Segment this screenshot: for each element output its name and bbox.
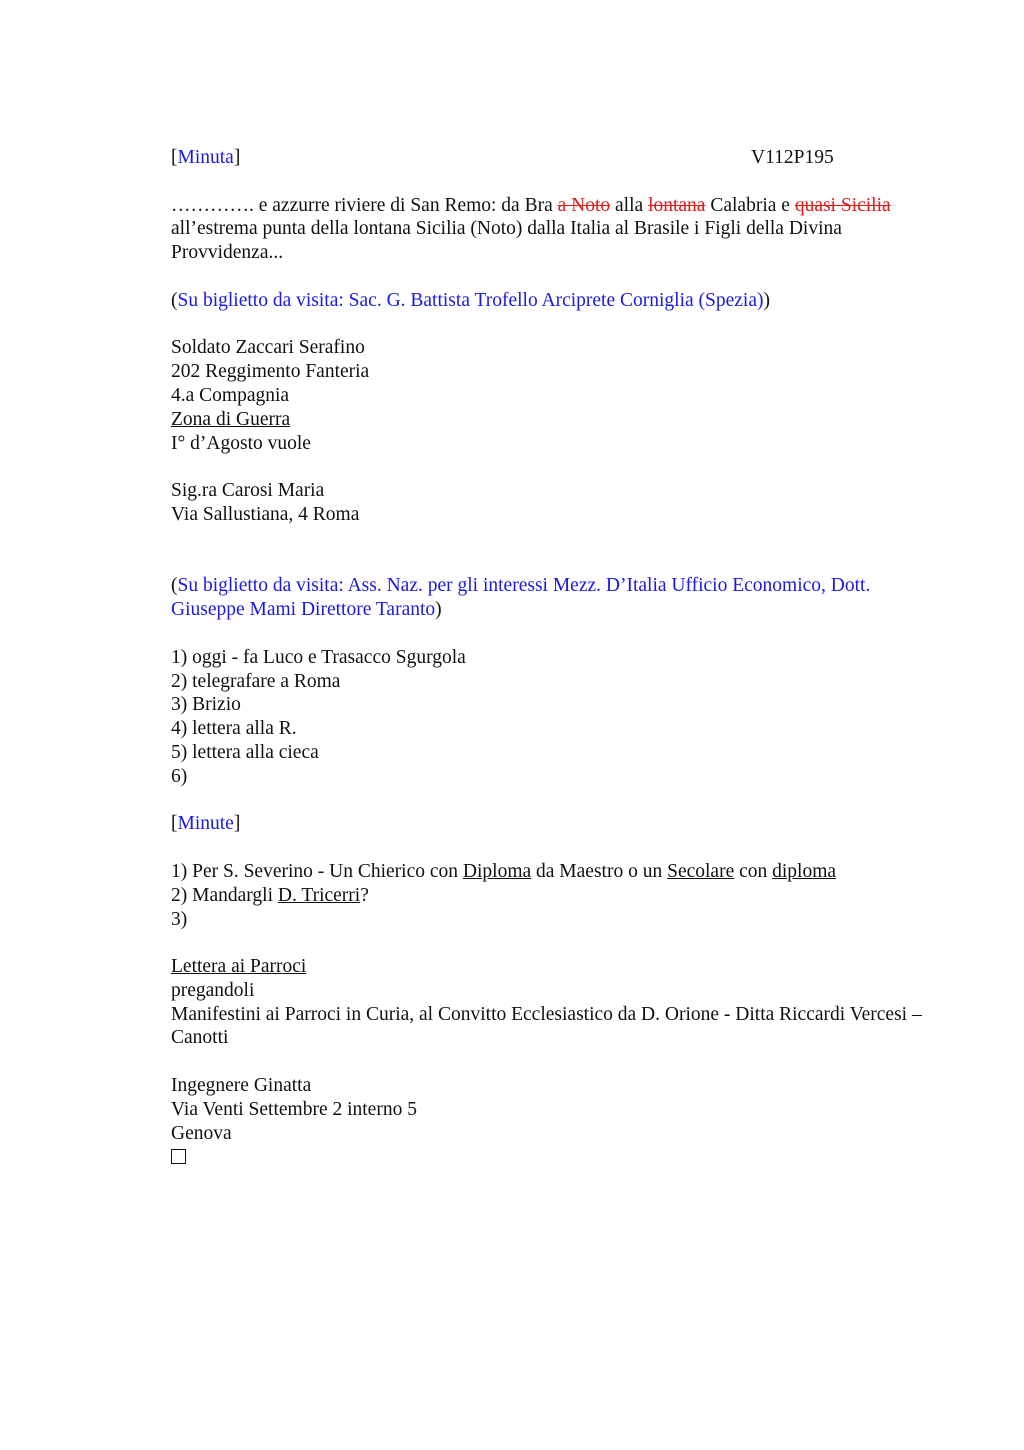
list-item: 2) Mandargli D. Tricerri? xyxy=(171,884,369,906)
para1-text-b: alla xyxy=(610,194,649,216)
list-item: 5) lettera alla cieca xyxy=(171,741,319,763)
address-line-underlined: Zona di Guerra xyxy=(171,408,291,430)
list-item: 2) telegrafare a Roma xyxy=(171,670,341,692)
para1-text-c: Calabria e xyxy=(705,194,795,216)
deleted-text-3: quasi Sicilia xyxy=(794,194,891,216)
address-line: 202 Reggimento Fanteria xyxy=(171,361,370,383)
minuta-label: Minuta xyxy=(177,147,234,168)
para1-text-a: …………. e azzurre riviere di San Remo: da Bra xyxy=(171,194,558,216)
list-item: 3) Brizio xyxy=(171,694,241,716)
address-line: Via Sallustiana, 4 Roma xyxy=(171,503,360,525)
paragraph-riviere xyxy=(171,194,931,265)
list-item: 4) lettera alla R. xyxy=(171,718,297,740)
address-line: I° d’Agosto vuole xyxy=(171,432,311,454)
empty-square-icon xyxy=(171,1149,186,1164)
underlined-word: Diploma xyxy=(462,860,532,882)
list-item: 3) xyxy=(171,908,188,930)
business-card-text-1: Su biglietto da visita: Sac. G. Battista Trofello Arciprete Corniglia (Spezia) xyxy=(177,289,764,311)
deleted-text-1: a Noto xyxy=(557,194,611,216)
minute-list xyxy=(171,860,931,931)
business-card-text-2: Su biglietto da visita: Ass. Naz. per gli interessi Mezz. D’Italia Ufficio Economico, Dott. Giuseppe Mami Direttore Taranto xyxy=(171,575,871,621)
document-id: V112P195 xyxy=(751,147,834,168)
address-carosi xyxy=(171,479,931,527)
list-item: 6) xyxy=(171,765,188,787)
underlined-word: D. Tricerri xyxy=(277,884,361,906)
underlined-word: Secolare xyxy=(667,860,735,882)
lettera-line: pregandoli xyxy=(171,979,255,1001)
para1-text-d: all’estrema punta della lontana Sicilia (Noto) dalla Italia al Brasile i Figli della Divina Provvidenza... xyxy=(171,218,842,264)
minute-label: Minute xyxy=(177,813,234,835)
minuta-heading: [Minuta] xyxy=(171,147,241,168)
address-line: Genova xyxy=(171,1122,232,1144)
list-item: 1) oggi - fa Luco e Trasacco Sgurgola xyxy=(171,646,466,668)
lettera-line: Manifestini ai Parroci in Curia, al Convitto Ecclesiastico da D. Orione - Ditta Riccardi Vercesi – Canotti xyxy=(171,1003,922,1049)
address-line: Soldato Zaccari Serafino xyxy=(171,337,365,359)
business-card-note-2: (Su biglietto da visita: Ass. Naz. per gli interessi Mezz. D’Italia Ufficio Economico, Dott. Giuseppe Mami Direttore Taranto) xyxy=(171,575,871,621)
document-body xyxy=(171,146,931,1171)
address-line: Sig.ra Carosi Maria xyxy=(171,480,325,502)
minute-heading: [Minute] xyxy=(171,813,241,835)
address-soldier xyxy=(171,336,931,455)
lettera-section xyxy=(171,955,931,1050)
todo-list xyxy=(171,646,931,789)
address-line: Via Venti Settembre 2 interno 5 xyxy=(171,1098,417,1120)
deleted-text-2: lontana xyxy=(648,194,706,216)
underlined-word: diploma xyxy=(772,860,837,882)
lettera-title: Lettera ai Parroci xyxy=(171,956,307,978)
address-ginatta xyxy=(171,1074,931,1145)
list-item: 1) Per S. Severino - Un Chierico con Diploma da Maestro o un Secolare con diploma xyxy=(171,860,837,882)
business-card-note-1: (Su biglietto da visita: Sac. G. Battista Trofello Arciprete Corniglia (Spezia)) xyxy=(171,289,770,311)
address-line: 4.a Compagnia xyxy=(171,384,290,406)
address-line: Ingegnere Ginatta xyxy=(171,1075,312,1097)
